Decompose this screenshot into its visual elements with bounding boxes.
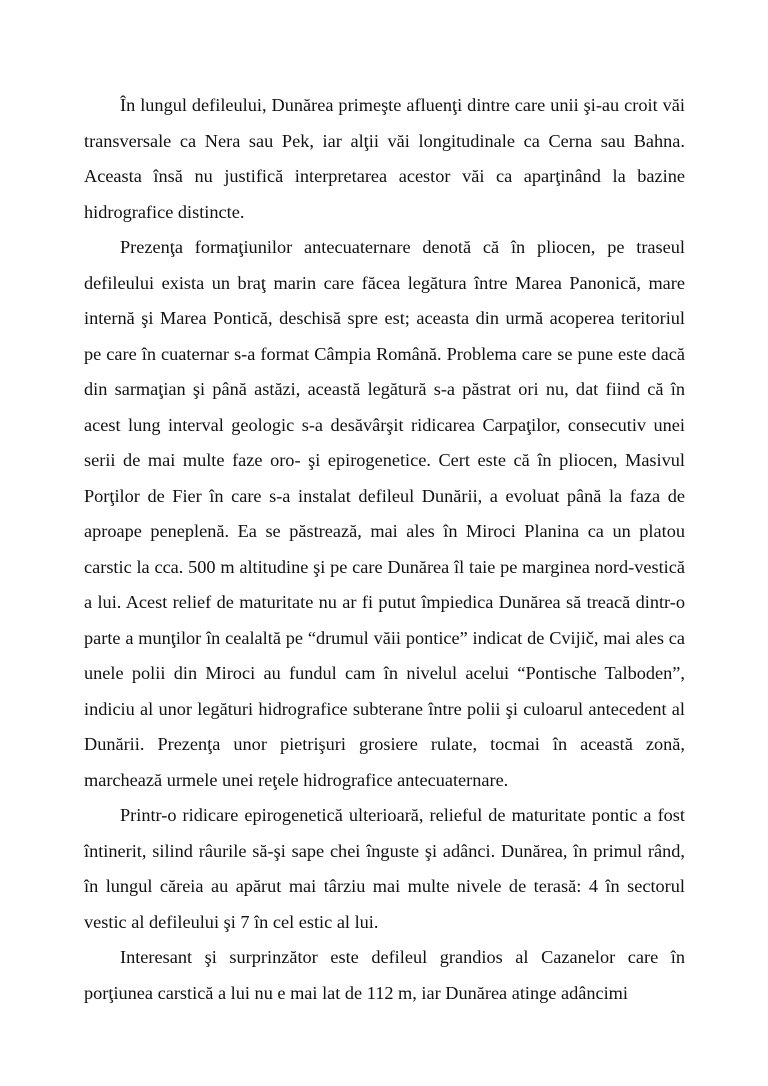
- paragraph-epirogenetic-uplift: Printr-o ridicare epirogenetică ulterioară, relieful de maturitate pontic a fost întinerit, silind râurile să-şi sape chei înguste şi adânci. Dunărea, în primul rând, în lungul căreia au apărut mai târziu mai multe nivele de terasă: 4 în sectorul vestic al defileului şi 7 în cel estic al lui.: [84, 805, 685, 932]
- paragraph-antequaternary-formations: Prezenţa formaţiunilor antecuaternare denotă că în pliocen, pe traseul defileului exista un braţ marin care făcea legătura între Marea Panonică, mare internă şi Marea Pontică, deschisă spre est; aceasta din urmă acoperea teritoriul pe care în cuaternar s-a format Câmpia Română. Problema care se pune este dacă din sarmaţian şi până astăzi, această legătură s-a păstrat ori nu, dat fiind că în acest lung interval geologic s-a desăvârşit ridicarea Carpaţilor, consecutiv unei serii de mai multe faze oro- şi epirogenetice. Cert este că în pliocen, Masivul Porţilor de Fier în care s-a instalat defileul Dunării, a evoluat până la faza de aproape peneplenă. Ea se păstrează, mai ales în Miroci Planina ca un platou carstic la cca. 500 m altitudine şi pe care Dunărea îl taie pe marginea nord-vestică a lui. Acest relief de maturitate nu ar fi putut împiedica Dunărea să treacă dintr-o parte a munţilor în cealaltă pe “drumul văii pontice” indicat de Cvijič, mai ales ca unele polii din Miroci au fundul cam în nivelul acelui “Pontische Talboden”, indiciu al unor legături hidrografice subterane între polii şi culoarul antecedent al Dunării. Prezenţa unor pietrişuri grosiere rulate, tocmai în această zonă, marchează urmele unei reţele hidrografice antecuaternare.: [84, 237, 685, 790]
- paragraph-tributaries: În lungul defileului, Dunărea primeşte afluenţi dintre care unii şi-au croit văi transversale ca Nera sau Pek, iar alţii văi longitudinale ca Cerna sau Bahna. Aceasta însă nu justifică interpretarea acestor văi ca aparţinând la bazine hidrografice distincte.: [84, 95, 685, 222]
- document-page: [84, 88, 685, 1011]
- paragraph-cazane-gorge: Interesant şi surprinzător este defileul grandios al Cazanelor care în porţiunea carstică a lui nu e mai lat de 112 m, iar Dunărea atinge adâncimi: [84, 947, 685, 1003]
